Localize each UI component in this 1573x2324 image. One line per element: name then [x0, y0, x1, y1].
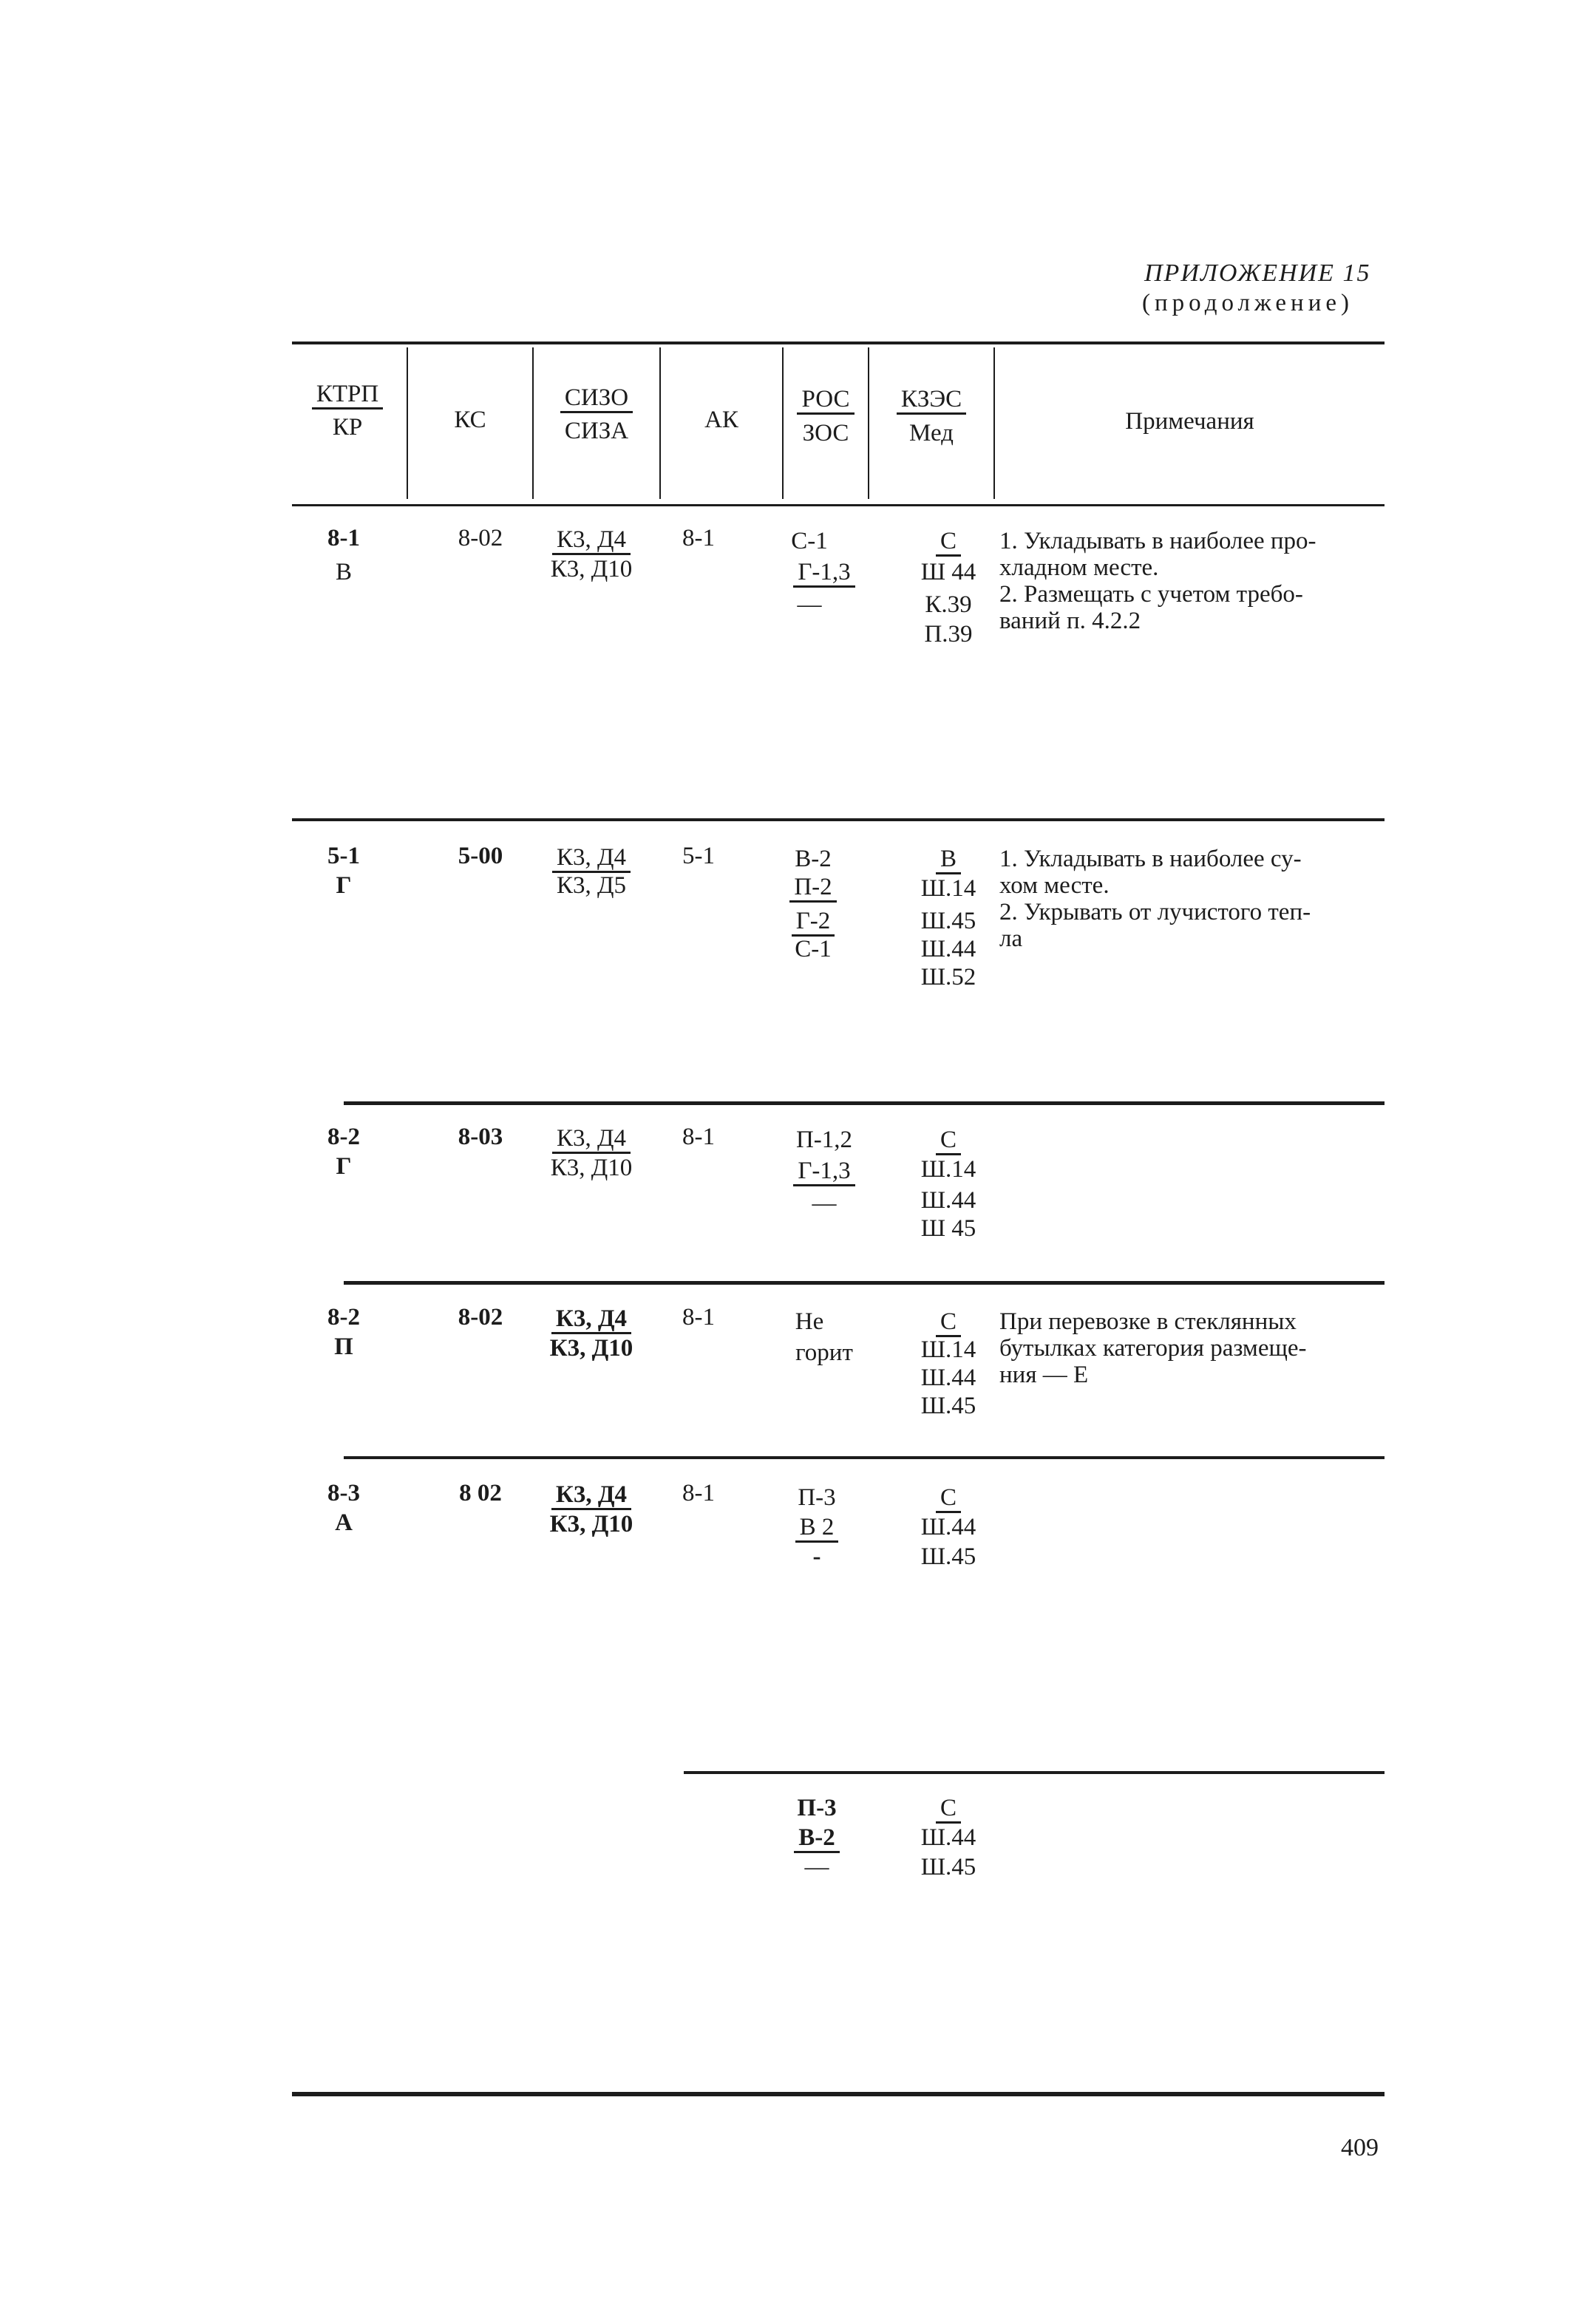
cell-ktrp: 5-1 — [327, 843, 360, 869]
cell-sizo: К3, Д4 — [517, 844, 665, 873]
row-separator — [292, 818, 1385, 821]
cell-note: ла — [999, 925, 1023, 952]
row-separator — [344, 1281, 1385, 1285]
table-top-rule — [292, 342, 1385, 344]
cell-kzes-top: С — [900, 1127, 996, 1155]
cell-ros: Г-1,3 — [769, 1158, 880, 1186]
cell-note: бутылках категория размеще- — [999, 1335, 1307, 1362]
cell-ros: В-2 — [769, 1824, 865, 1853]
cell-note: хладном месте. — [999, 554, 1159, 581]
cell-kzes: Ш.45 — [920, 1543, 976, 1570]
cell-note: 1. Укладывать в наиболее про- — [999, 528, 1317, 554]
cell-ros: В 2 — [769, 1514, 865, 1543]
cell-ak: 8-1 — [682, 1304, 715, 1331]
cell-note: хом месте. — [999, 872, 1110, 899]
cell-ktrp: 8-1 — [327, 525, 360, 551]
cell-kzes-top: С — [900, 1795, 996, 1824]
cell-ak: 5-1 — [682, 843, 715, 869]
cell-siza: К3, Д10 — [550, 1155, 633, 1181]
cell-siza: К3, Д5 — [556, 872, 627, 899]
cell-ros: П-2 — [769, 874, 857, 903]
cell-kzes: Ш 45 — [920, 1215, 976, 1242]
cell-ks: 8-02 — [458, 1304, 503, 1331]
col-header-ktrp: КТРП — [292, 381, 403, 410]
col-header-siza: СИЗА — [564, 418, 629, 444]
cell-kzes: Ш.45 — [920, 1393, 976, 1419]
cell-kzes: Ш.14 — [920, 875, 976, 902]
cell-kzes: Ш.14 — [920, 1156, 976, 1183]
cell-sizo: К3, Д4 — [517, 1125, 665, 1154]
cell-siza: К3, Д10 — [549, 1511, 633, 1538]
cell-ks: 5-00 — [458, 843, 503, 869]
cell-ros: — — [804, 1854, 829, 1880]
cell-ks: 8-02 — [458, 525, 503, 551]
cell-sizo: К3, Д4 — [517, 1481, 665, 1510]
cell-kr: Г — [336, 1153, 352, 1180]
cell-kzes-top: В — [900, 846, 996, 874]
col-header-ros: РОС — [784, 386, 868, 415]
cell-ros: - — [812, 1543, 821, 1570]
appendix-subtitle: (продолжение) — [1142, 290, 1353, 316]
cell-ros: С-1 — [795, 936, 832, 962]
col-header-kr: КР — [332, 414, 363, 441]
cell-ros: П-3 — [798, 1484, 836, 1511]
cell-ros: — — [797, 591, 822, 618]
cell-kzes: П.39 — [924, 621, 973, 648]
cell-ak: 8-1 — [682, 1124, 715, 1150]
cell-ros: Г-1,3 — [769, 559, 880, 588]
cell-kzes: Ш.45 — [920, 1854, 976, 1880]
cell-kr: В — [335, 559, 352, 585]
appendix-title: ПРИЛОЖЕНИЕ 15 — [1144, 259, 1371, 287]
cell-ros: П-3 — [797, 1795, 837, 1821]
cell-kzes: Ш.44 — [920, 936, 976, 962]
cell-ktrp: 8-2 — [327, 1124, 360, 1150]
cell-ros: П-1,2 — [795, 1127, 853, 1153]
col-header-med: Мед — [909, 420, 954, 446]
cell-ak: 8-1 — [682, 525, 715, 551]
page-number: 409 — [1341, 2134, 1379, 2161]
cell-ktrp: 8-2 — [327, 1304, 360, 1331]
cell-ros: — — [812, 1190, 837, 1217]
cell-sizo: К3, Д4 — [517, 526, 665, 555]
cell-kzes: Ш 44 — [920, 559, 976, 585]
cell-ros: С-1 — [791, 528, 828, 554]
cell-kzes-top: С — [900, 528, 996, 557]
cell-note: 2. Размещать с учетом требо- — [999, 581, 1303, 608]
cell-kzes-top: С — [900, 1484, 996, 1513]
cell-note: ния — Е — [999, 1362, 1089, 1388]
cell-ros: Г-2 — [769, 908, 857, 937]
row-separator — [344, 1456, 1385, 1459]
cell-kzes: Ш.44 — [920, 1187, 976, 1214]
cell-kr: Г — [336, 872, 352, 899]
cell-ktrp: 8-3 — [327, 1480, 360, 1506]
row-separator — [684, 1771, 1385, 1774]
cell-kzes: Ш.52 — [920, 964, 976, 991]
cell-kzes: Ш.44 — [920, 1365, 976, 1391]
cell-ak: 8-1 — [682, 1480, 715, 1506]
col-header-kzes: КЗЭС — [869, 386, 993, 415]
cell-ros: горит — [795, 1339, 853, 1366]
col-header-notes: Примечания — [1125, 408, 1254, 435]
header-bottom-rule — [292, 504, 1385, 506]
cell-sizo: К3, Д4 — [517, 1305, 665, 1334]
cell-note: При перевозке в стеклянных — [999, 1308, 1297, 1335]
cell-ks: 8-03 — [458, 1124, 503, 1150]
col-header-ak: АК — [704, 407, 738, 433]
cell-kzes: Ш.44 — [920, 1824, 976, 1851]
cell-kr: А — [335, 1509, 353, 1536]
col-header-sizo: СИЗО — [534, 384, 659, 413]
cell-kzes: К.39 — [925, 591, 972, 618]
cell-ks: 8 02 — [459, 1480, 502, 1506]
table-bottom-rule — [292, 2092, 1385, 2096]
col-header-zos: ЗОС — [802, 420, 849, 446]
col-header-ks: КС — [454, 407, 486, 433]
cell-kzes: Ш.45 — [920, 908, 976, 934]
cell-ros: Не — [795, 1308, 824, 1335]
cell-kzes: Ш.44 — [920, 1514, 976, 1540]
cell-ros: В-2 — [795, 846, 832, 872]
cell-note: 1. Укладывать в наиболее су- — [999, 846, 1302, 872]
cell-note: ваний п. 4.2.2 — [999, 608, 1141, 634]
cell-note: 2. Укрывать от лучистого теп- — [999, 899, 1311, 925]
cell-siza: К3, Д10 — [550, 556, 633, 582]
cell-kzes-top: С — [900, 1308, 996, 1337]
row-separator — [344, 1101, 1385, 1105]
cell-siza: К3, Д10 — [549, 1335, 633, 1362]
cell-kzes: Ш.14 — [920, 1336, 976, 1363]
cell-kr: П — [334, 1333, 353, 1360]
